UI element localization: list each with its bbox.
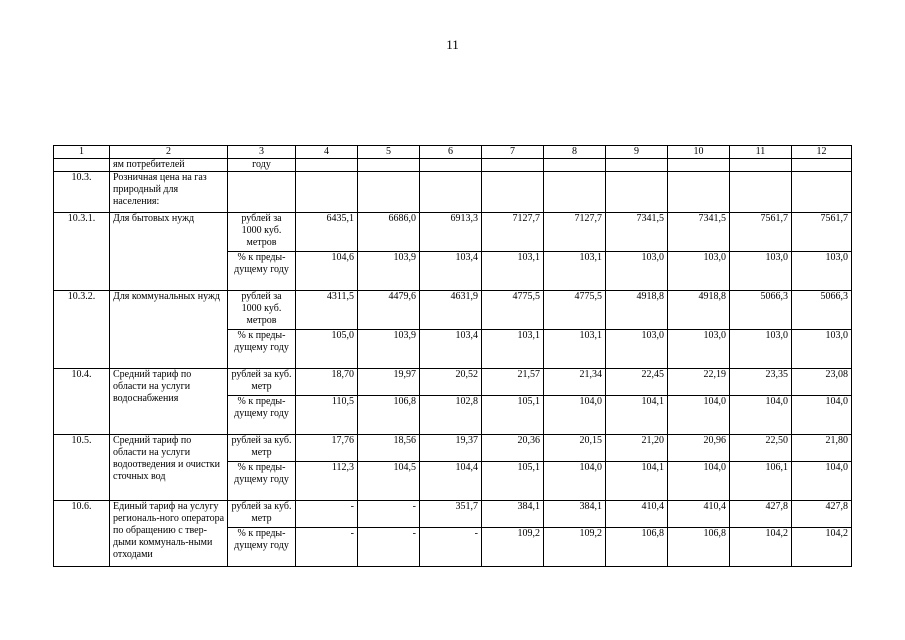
value-cell: 20,52 bbox=[420, 369, 482, 396]
column-number-cell: 4 bbox=[296, 146, 358, 159]
empty-cell bbox=[358, 172, 420, 213]
indicator-name-cell: Для коммунальных нужд bbox=[110, 291, 228, 369]
unit-cell: % к преды-дущему году bbox=[228, 396, 296, 435]
row-number-cell: 10.6. bbox=[54, 501, 110, 567]
column-number-cell: 5 bbox=[358, 146, 420, 159]
value-cell: 22,45 bbox=[606, 369, 668, 396]
unit-cell: рублей за куб. метр bbox=[228, 501, 296, 528]
value-cell: 17,76 bbox=[296, 435, 358, 462]
value-cell: - bbox=[420, 528, 482, 567]
value-cell: 102,8 bbox=[420, 396, 482, 435]
continuation-empty-cell bbox=[358, 159, 420, 172]
value-cell: 103,1 bbox=[544, 252, 606, 291]
value-cell: 103,1 bbox=[482, 330, 544, 369]
value-cell: 6686,0 bbox=[358, 213, 420, 252]
value-cell: 103,0 bbox=[668, 252, 730, 291]
column-number-cell: 10 bbox=[668, 146, 730, 159]
indicator-name-cell: Розничная цена на газ природный для населения: bbox=[110, 172, 228, 213]
value-cell: 22,50 bbox=[730, 435, 792, 462]
empty-cell bbox=[482, 172, 544, 213]
column-number-cell: 1 bbox=[54, 146, 110, 159]
value-cell: 23,08 bbox=[792, 369, 852, 396]
column-number-cell: 11 bbox=[730, 146, 792, 159]
empty-cell bbox=[420, 172, 482, 213]
value-cell: 23,35 bbox=[730, 369, 792, 396]
value-cell: 103,9 bbox=[358, 330, 420, 369]
value-cell: 427,8 bbox=[730, 501, 792, 528]
value-cell: 21,57 bbox=[482, 369, 544, 396]
value-cell: 103,1 bbox=[544, 330, 606, 369]
data-row bbox=[54, 501, 852, 528]
value-cell: 106,8 bbox=[358, 396, 420, 435]
value-cell: 410,4 bbox=[668, 501, 730, 528]
empty-cell bbox=[792, 172, 852, 213]
data-row bbox=[54, 369, 852, 396]
data-row bbox=[54, 213, 852, 252]
continuation-empty-cell bbox=[544, 159, 606, 172]
value-cell: - bbox=[358, 501, 420, 528]
row-number-cell: 10.3. bbox=[54, 172, 110, 213]
continuation-num-cell bbox=[54, 159, 110, 172]
value-cell: 21,80 bbox=[792, 435, 852, 462]
unit-cell: рублей за куб. метр bbox=[228, 435, 296, 462]
tariff-table bbox=[53, 145, 852, 567]
value-cell: 7127,7 bbox=[544, 213, 606, 252]
continuation-empty-cell bbox=[668, 159, 730, 172]
indicator-name-cell: Средний тариф по области на услуги водоотведения и очистки сточных вод bbox=[110, 435, 228, 501]
value-cell: 104,0 bbox=[792, 396, 852, 435]
value-cell: 384,1 bbox=[482, 501, 544, 528]
value-cell: 104,1 bbox=[606, 396, 668, 435]
value-cell: 105,1 bbox=[482, 462, 544, 501]
empty-cell bbox=[730, 172, 792, 213]
column-number-cell: 12 bbox=[792, 146, 852, 159]
value-cell: 104,0 bbox=[668, 396, 730, 435]
continuation-empty-cell bbox=[730, 159, 792, 172]
value-cell: 104,4 bbox=[420, 462, 482, 501]
value-cell: 5066,3 bbox=[730, 291, 792, 330]
continuation-empty-cell bbox=[420, 159, 482, 172]
unit-cell: рублей за куб. метр bbox=[228, 369, 296, 396]
continuation-empty-cell bbox=[296, 159, 358, 172]
value-cell: 106,1 bbox=[730, 462, 792, 501]
value-cell: 4918,8 bbox=[606, 291, 668, 330]
value-cell: 4631,9 bbox=[420, 291, 482, 330]
row-number-cell: 10.3.1. bbox=[54, 213, 110, 291]
value-cell: 21,20 bbox=[606, 435, 668, 462]
continuation-unit-cell: году bbox=[228, 159, 296, 172]
value-cell: 6435,1 bbox=[296, 213, 358, 252]
value-cell: 427,8 bbox=[792, 501, 852, 528]
value-cell: 103,0 bbox=[668, 330, 730, 369]
value-cell: 7341,5 bbox=[668, 213, 730, 252]
value-cell: 4311,5 bbox=[296, 291, 358, 330]
continuation-empty-cell bbox=[606, 159, 668, 172]
value-cell: 110,5 bbox=[296, 396, 358, 435]
value-cell: - bbox=[358, 528, 420, 567]
value-cell: 7341,5 bbox=[606, 213, 668, 252]
value-cell: 5066,3 bbox=[792, 291, 852, 330]
value-cell: 4775,5 bbox=[544, 291, 606, 330]
value-cell: 4918,8 bbox=[668, 291, 730, 330]
unit-cell: % к преды-дущему году bbox=[228, 330, 296, 369]
page-number: 11 bbox=[446, 37, 459, 52]
value-cell: - bbox=[296, 528, 358, 567]
value-cell: 20,96 bbox=[668, 435, 730, 462]
value-cell: 105,1 bbox=[482, 396, 544, 435]
section-header-row bbox=[54, 172, 852, 213]
value-cell: 104,0 bbox=[668, 462, 730, 501]
unit-cell: рублей за 1000 куб. метров bbox=[228, 291, 296, 330]
value-cell: 106,8 bbox=[668, 528, 730, 567]
value-cell: 104,1 bbox=[606, 462, 668, 501]
value-cell: 103,4 bbox=[420, 330, 482, 369]
row-number-cell: 10.5. bbox=[54, 435, 110, 501]
value-cell: 19,37 bbox=[420, 435, 482, 462]
value-cell: 103,0 bbox=[606, 252, 668, 291]
value-cell: 7127,7 bbox=[482, 213, 544, 252]
value-cell: 19,97 bbox=[358, 369, 420, 396]
data-row bbox=[54, 291, 852, 330]
value-cell: 104,5 bbox=[358, 462, 420, 501]
column-number-cell: 9 bbox=[606, 146, 668, 159]
value-cell: 4479,6 bbox=[358, 291, 420, 330]
empty-cell bbox=[296, 172, 358, 213]
empty-cell bbox=[606, 172, 668, 213]
value-cell: 104,0 bbox=[544, 462, 606, 501]
value-cell: 103,0 bbox=[730, 252, 792, 291]
column-number-cell: 7 bbox=[482, 146, 544, 159]
value-cell: 104,2 bbox=[730, 528, 792, 567]
value-cell: 22,19 bbox=[668, 369, 730, 396]
unit-cell: % к преды-дущему году bbox=[228, 528, 296, 567]
data-row bbox=[54, 435, 852, 462]
value-cell: 7561,7 bbox=[792, 213, 852, 252]
value-cell: 410,4 bbox=[606, 501, 668, 528]
empty-cell bbox=[228, 172, 296, 213]
indicator-name-cell: Средний тариф по области на услуги водоснабжения bbox=[110, 369, 228, 435]
value-cell: 103,0 bbox=[730, 330, 792, 369]
value-cell: 18,70 bbox=[296, 369, 358, 396]
row-number-cell: 10.4. bbox=[54, 369, 110, 435]
column-number-cell: 2 bbox=[110, 146, 228, 159]
value-cell: 104,2 bbox=[792, 528, 852, 567]
empty-cell bbox=[668, 172, 730, 213]
value-cell: 104,0 bbox=[544, 396, 606, 435]
value-cell: 103,1 bbox=[482, 252, 544, 291]
value-cell: 103,4 bbox=[420, 252, 482, 291]
empty-cell bbox=[544, 172, 606, 213]
continuation-row bbox=[54, 159, 852, 172]
indicator-name-cell: Для бытовых нужд bbox=[110, 213, 228, 291]
value-cell: 103,0 bbox=[606, 330, 668, 369]
value-cell: - bbox=[296, 501, 358, 528]
value-cell: 103,0 bbox=[792, 330, 852, 369]
value-cell: 21,34 bbox=[544, 369, 606, 396]
indicator-name-cell: Единый тариф на услугу региональ-ного оператора по обращению с твер-дыми коммуналь-ными отходами bbox=[110, 501, 228, 567]
row-number-cell: 10.3.2. bbox=[54, 291, 110, 369]
value-cell: 104,0 bbox=[792, 462, 852, 501]
value-cell: 20,15 bbox=[544, 435, 606, 462]
value-cell: 105,0 bbox=[296, 330, 358, 369]
value-cell: 18,56 bbox=[358, 435, 420, 462]
value-cell: 103,9 bbox=[358, 252, 420, 291]
value-cell: 351,7 bbox=[420, 501, 482, 528]
column-number-cell: 6 bbox=[420, 146, 482, 159]
continuation-empty-cell bbox=[792, 159, 852, 172]
value-cell: 109,2 bbox=[482, 528, 544, 567]
unit-cell: % к преды-дущему году bbox=[228, 462, 296, 501]
value-cell: 109,2 bbox=[544, 528, 606, 567]
value-cell: 7561,7 bbox=[730, 213, 792, 252]
value-cell: 103,0 bbox=[792, 252, 852, 291]
value-cell: 106,8 bbox=[606, 528, 668, 567]
continuation-name-cell: ям потребителей bbox=[110, 159, 228, 172]
value-cell: 6913,3 bbox=[420, 213, 482, 252]
value-cell: 112,3 bbox=[296, 462, 358, 501]
column-number-row bbox=[54, 146, 852, 159]
continuation-empty-cell bbox=[482, 159, 544, 172]
value-cell: 104,6 bbox=[296, 252, 358, 291]
value-cell: 384,1 bbox=[544, 501, 606, 528]
value-cell: 20,36 bbox=[482, 435, 544, 462]
value-cell: 104,0 bbox=[730, 396, 792, 435]
column-number-cell: 3 bbox=[228, 146, 296, 159]
unit-cell: % к преды-дущему году bbox=[228, 252, 296, 291]
unit-cell: рублей за 1000 куб. метров bbox=[228, 213, 296, 252]
column-number-cell: 8 bbox=[544, 146, 606, 159]
value-cell: 4775,5 bbox=[482, 291, 544, 330]
